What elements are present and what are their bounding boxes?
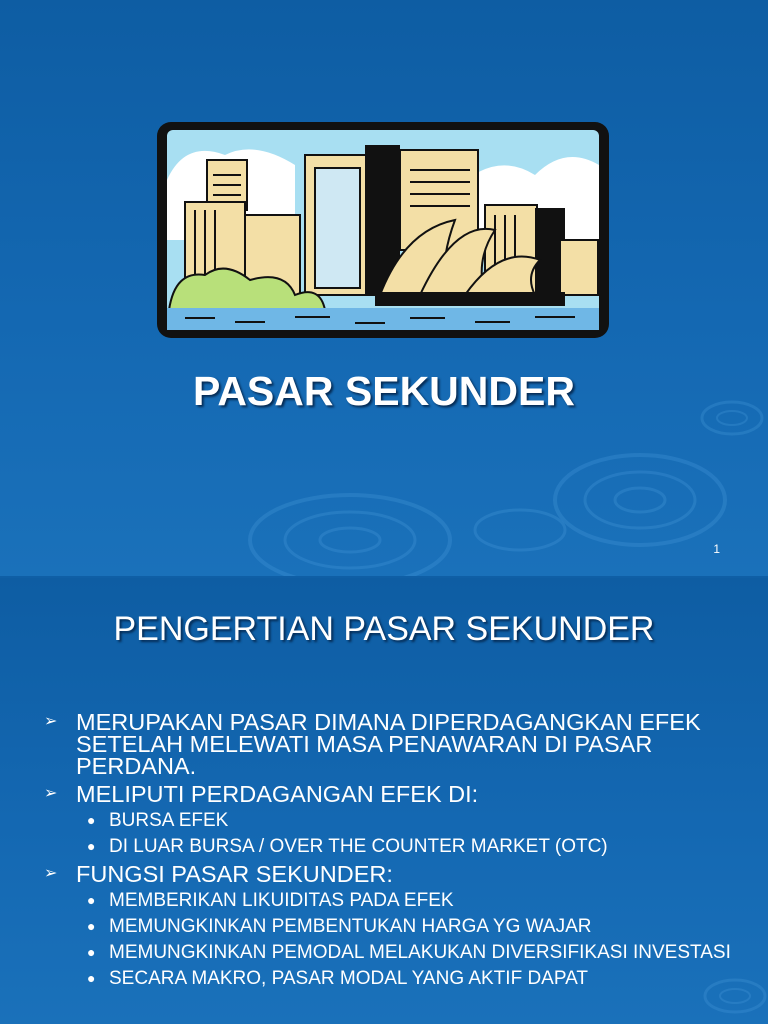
arrow-bullet-icon: ➢ xyxy=(44,865,58,882)
arrow-bullet-icon: ➢ xyxy=(44,785,58,802)
sub-bullet-item: ● DI LUAR BURSA / OVER THE COUNTER MARKET (OTC) xyxy=(87,836,608,857)
dot-bullet-icon: ● xyxy=(87,892,96,908)
dot-bullet-icon: ● xyxy=(87,918,96,934)
page-number: 1 xyxy=(713,542,720,556)
dot-bullet-icon: ● xyxy=(87,944,96,960)
bullet-item: ➢ MERUPAKAN PASAR DIMANA DIPERDAGANGKAN EFEK SETELAH MELEWATI MASA PENAWARAN DI PASAR PERDANA. xyxy=(44,709,701,779)
sub-bullet-item: ● MEMUNGKINKAN PEMODAL MELAKUKAN DIVERSIFIKASI INVESTASI xyxy=(87,942,731,963)
arrow-bullet-icon: ➢ xyxy=(44,713,58,730)
sub-bullet-item: ● MEMBERIKAN LIKUIDITAS PADA EFEK xyxy=(87,890,454,911)
bullet-item: ➢ FUNGSI PASAR SEKUNDER: xyxy=(44,861,393,887)
dot-bullet-icon: ● xyxy=(87,812,96,828)
dot-bullet-icon: ● xyxy=(87,970,96,986)
bullet-list xyxy=(44,711,744,995)
slide-title: PENGERTIAN PASAR SEKUNDER xyxy=(113,610,655,648)
sub-bullet-item: ● SECARA MAKRO, PASAR MODAL YANG AKTIF DAPAT xyxy=(87,968,588,989)
sub-bullet-item: ● MEMUNGKINKAN PEMBENTUKAN HARGA YG WAJAR xyxy=(87,916,592,937)
sub-bullet-item: ● BURSA EFEK xyxy=(87,810,229,831)
slide-2 xyxy=(0,578,768,1024)
city-skyline-illustration xyxy=(155,120,611,340)
dot-bullet-icon: ● xyxy=(87,838,96,854)
bullet-item: ➢ MELIPUTI PERDAGANGAN EFEK DI: xyxy=(44,781,479,807)
slide-title: PASAR SEKUNDER xyxy=(193,368,575,414)
